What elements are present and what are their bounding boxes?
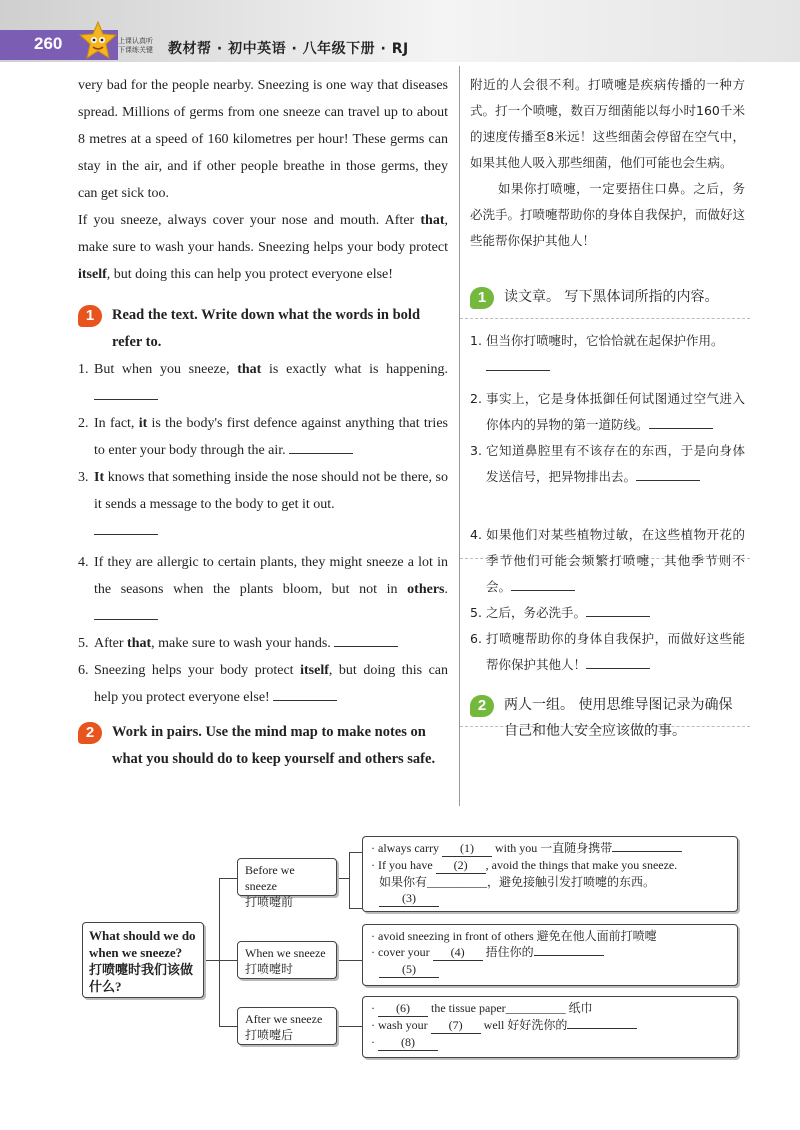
text: , make sure to wash your hands. Sneezing helps your body protect: [78, 213, 448, 255]
branch-label-cn: 打喷嚏前: [245, 895, 294, 909]
task-title: Work in pairs. Use the mind map to make notes on what you should do to keep yourself and others safe.: [112, 724, 436, 767]
connector: [219, 1026, 237, 1027]
question-number: 1.: [78, 362, 89, 377]
blank-5[interactable]: (5): [379, 961, 439, 978]
page-number: 260: [34, 34, 63, 53]
note-line: [371, 890, 729, 907]
bold-word: itself: [78, 267, 107, 282]
question-number: 3.: [78, 470, 89, 485]
book-title: 教材帮 · 初中英语 · 八年级下册 · RJ: [168, 41, 409, 57]
question-number: 5.: [78, 636, 89, 651]
text: 之后，务必洗手。: [486, 605, 587, 620]
root-question: What should we do when we sneeze?: [89, 928, 196, 960]
text: , but doing this can help you protect everyone else!: [94, 663, 448, 705]
note-line: · (6) the tissue paper__________ 纸巾: [371, 1001, 593, 1015]
bold-word: itself: [300, 663, 329, 678]
text: 打喷嚏帮助你的身体自我保护，而做好这些能帮你保护其他人！: [486, 631, 745, 672]
text: .: [444, 582, 448, 597]
note-line: · avoid sneezing in front of others 避免在他人面前打喷嚏: [371, 929, 657, 943]
note-line: [371, 1017, 729, 1034]
mind-map-root: [82, 922, 204, 998]
question-number: 4.: [78, 555, 89, 570]
blank-line[interactable]: [534, 955, 604, 956]
slogan-line: 下课练关键: [118, 46, 153, 54]
text: , avoid the things that make you sneeze.: [485, 858, 678, 872]
note-line-cn: 如果你有__________，避免接触引发打喷嚏的东西。: [379, 875, 656, 889]
translation-paragraph: 如果你打喷嚏，一定要捂住口鼻。之后，务必洗手。打喷嚏帮助你的身体自我保护，而做好这些能帮你保护其他人！: [470, 181, 746, 248]
connector: [338, 1026, 362, 1027]
bold-word: It: [94, 470, 105, 485]
text: , but doing this can help you protect everyone else!: [106, 267, 393, 282]
text: knows that something inside the nose should not be there, so it sends a message to the body to get it out.: [94, 470, 448, 512]
text: After: [94, 636, 128, 651]
connector: [349, 908, 362, 909]
branch-label-cn: 打喷嚏后: [245, 1028, 294, 1042]
text: , make sure to wash your hands.: [151, 636, 331, 651]
blank-8[interactable]: (8): [378, 1034, 438, 1051]
bold-word: others: [407, 582, 445, 597]
question-number: 6.: [470, 631, 482, 646]
text: 如果他们对某些植物过敏，在这些植物开花的季节他们可能会频繁打喷嚏，其他季节则不会。: [486, 527, 745, 594]
branch-after: [237, 1007, 337, 1045]
text: 事实上，它是身体抵御任何试图通过空气进入你体内的异物的第一道防线。: [486, 391, 745, 432]
text: · always carry: [371, 841, 442, 855]
note-line: [371, 840, 729, 857]
bold-word: that: [127, 636, 152, 651]
bold-word: that: [420, 213, 445, 228]
text: But when you sneeze,: [94, 362, 238, 377]
text: with you 一直随身携带: [491, 841, 613, 855]
question-number: 4.: [470, 527, 482, 542]
blank-1[interactable]: (1): [442, 840, 492, 857]
connector: [349, 852, 362, 853]
branch-label-cn: 打喷嚏时: [245, 962, 294, 976]
text: 但当你打喷嚏时，它恰恰就在起保护作用。: [486, 333, 724, 348]
note-line: [371, 944, 729, 961]
branch-label: When we sneeze: [245, 946, 326, 960]
task-title: Read the text. Write down what the words in bold refer to.: [112, 307, 421, 350]
text: In fact,: [94, 416, 139, 431]
task-title: 两人一组。 使用思维导图记录为确保自己和他人安全应该做的事。: [504, 697, 733, 739]
question-number: 2.: [470, 391, 482, 406]
blank-7[interactable]: (7): [431, 1017, 481, 1034]
task-number-badge: 2: [470, 695, 494, 717]
leaf-after: [362, 996, 738, 1058]
question-number: 1.: [470, 333, 482, 348]
connector: [349, 852, 350, 908]
bold-word: that: [237, 362, 262, 377]
slogan-line: 上课认真听: [118, 37, 153, 45]
branch-when: [237, 941, 337, 979]
task-number-badge: 2: [78, 722, 102, 744]
connector: [204, 960, 220, 961]
question-number: 3.: [470, 443, 482, 458]
text: the tissue paper__________ 纸巾: [428, 1001, 593, 1015]
connector: [219, 878, 220, 1026]
text: is exactly what is happening.: [261, 362, 448, 377]
text: If they are allergic to certain plants, they might sneeze a lot in the seasons when the plants bloom, but not in: [94, 555, 448, 597]
question-number: 2.: [78, 416, 89, 431]
note-line: [371, 961, 729, 978]
branch-label: After we sneeze: [245, 1012, 323, 1026]
connector: [338, 960, 362, 961]
note-line: · (8): [371, 1034, 729, 1051]
text: Sneezing helps your body protect: [94, 663, 301, 678]
text: 它知道鼻腔里有不该存在的东西，于是向身体发送信号，把异物排出去。: [486, 443, 745, 484]
task-number-badge: 1: [470, 287, 494, 309]
translation-paragraph: 附近的人会很不利。打喷嚏是疾病传播的一种方式。打一个喷嚏，数百万细菌能以每小时160千米的速度传播至8米远！这些细菌会停留在空气中，如果其他人吸入那些细菌，他们可能也会生病。: [470, 77, 745, 170]
text: well 好好洗你的: [480, 1018, 568, 1032]
note-line: [371, 857, 729, 874]
branch-label: Before we sneeze: [245, 863, 295, 893]
text: · cover your: [371, 945, 433, 959]
bold-word: it: [138, 416, 148, 431]
task-title: 读文章。 写下黑体词所指的内容。: [504, 289, 719, 305]
text: is the body's first defence against anything that tries to enter your body through the air.: [94, 416, 448, 458]
blank-3[interactable]: (3): [379, 890, 439, 907]
blank-4[interactable]: (4): [433, 944, 483, 961]
blank-line[interactable]: [612, 851, 682, 852]
task-number-badge: 1: [78, 305, 102, 327]
leaf-when: [362, 924, 738, 986]
reading-paragraph: very bad for the people nearby. Sneezing is one way that diseases spread. Millions of germs from one sneeze can travel up to about 8 metres at a speed of 160 kilometres per hour! These germs can stay in the air, and if other people breathe in those germs, they can get sick too.: [78, 78, 448, 201]
blank-2[interactable]: (2): [436, 857, 486, 874]
text: 捂住你的: [482, 945, 534, 959]
branch-before: [237, 858, 337, 909]
blank-6[interactable]: (6): [378, 1000, 428, 1017]
connector: [219, 878, 237, 879]
connector: [219, 960, 237, 961]
root-question-cn: 打喷嚏时我们该做什么?: [89, 962, 194, 994]
leaf-before: [362, 836, 738, 912]
text: If you sneeze, always cover your nose and mouth. After: [78, 213, 421, 228]
text: · wash your: [371, 1018, 431, 1032]
blank-line[interactable]: [567, 1028, 637, 1029]
text: · If you have: [371, 858, 436, 872]
question-number: 6.: [78, 663, 89, 678]
question-number: 5.: [470, 605, 482, 620]
